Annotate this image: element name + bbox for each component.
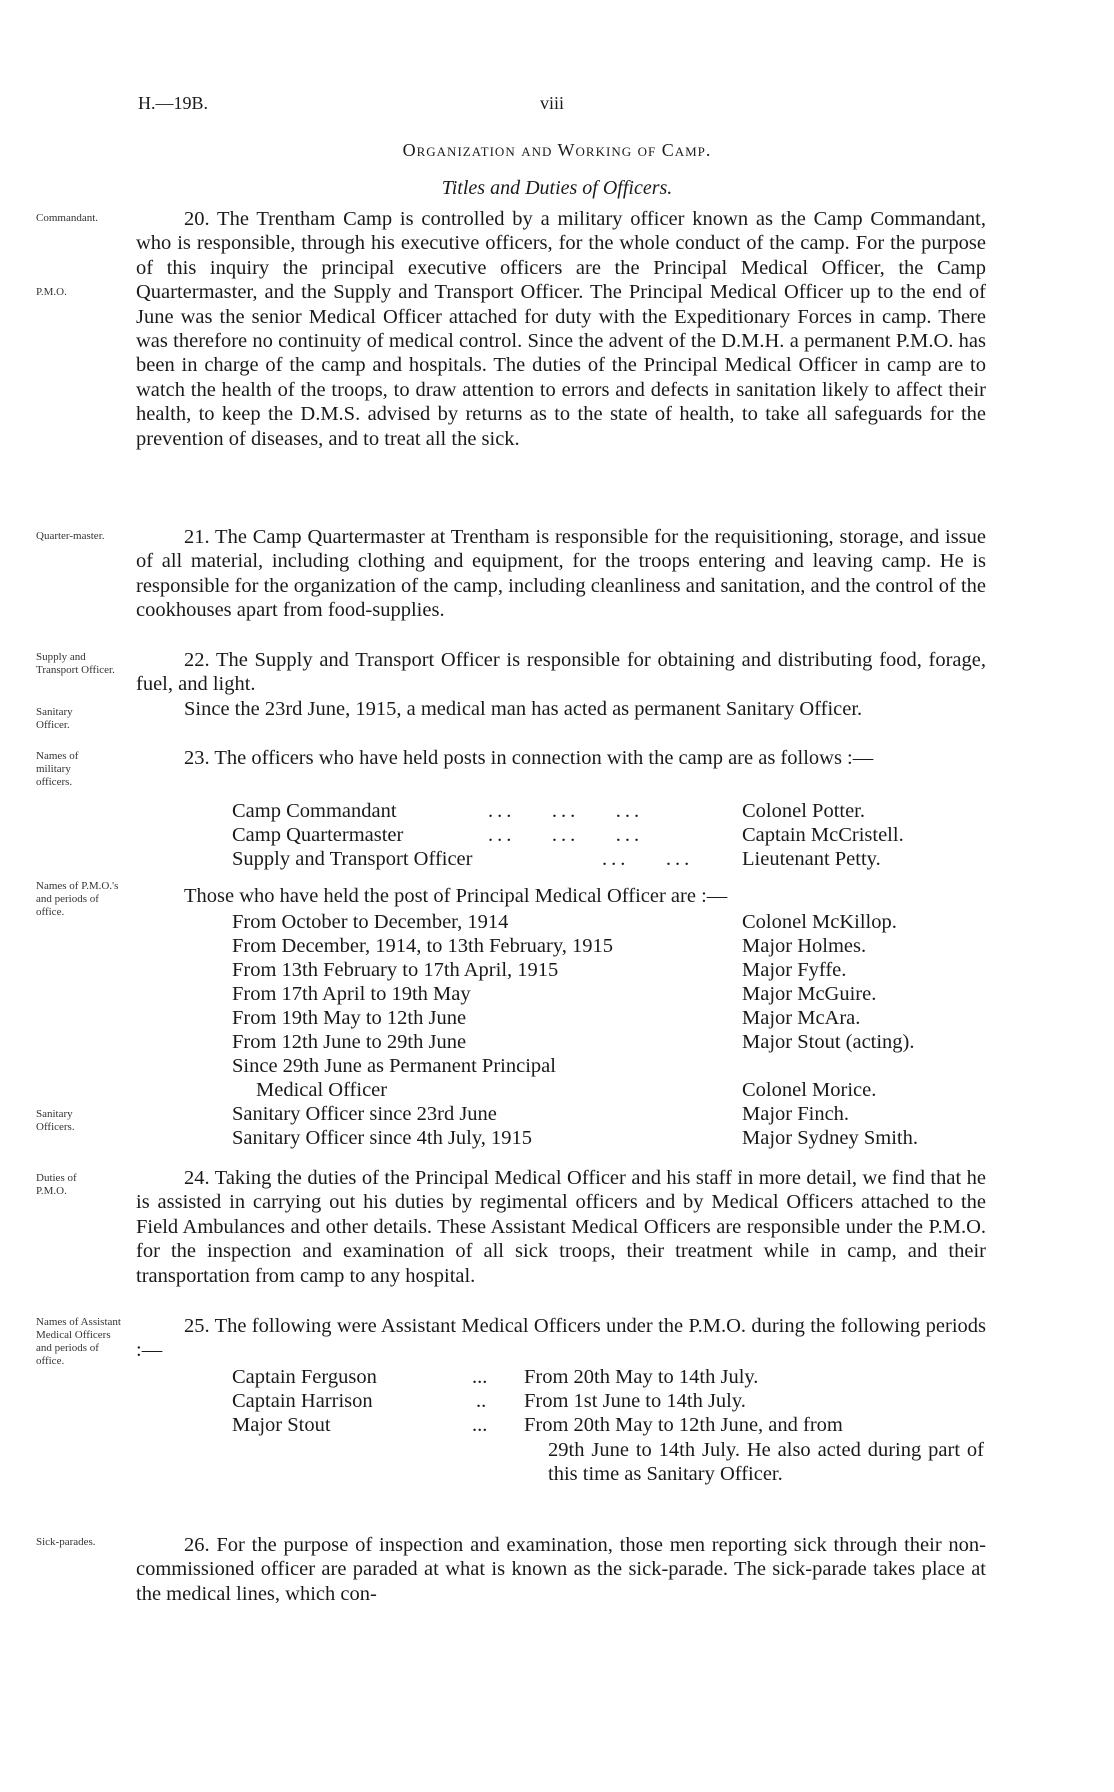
- list-item-period: Since 29th June as Permanent Principal: [232, 1055, 556, 1077]
- list-item-period: From 13th February to 17th April, 1915: [232, 959, 559, 981]
- list-item-name: Captain Ferguson: [232, 1366, 377, 1388]
- margin-note: Quarter-master.: [36, 530, 105, 542]
- margin-note: Supply and Transport Officer.: [36, 651, 115, 676]
- margin-note: Sick-parades.: [36, 1536, 96, 1548]
- paragraph-23: 23. The officers who have held posts in connection with the camp are as follows :—: [184, 747, 874, 769]
- list-item-post: Camp Quartermaster: [232, 824, 404, 846]
- list-item-period: From 19th May to 12th June: [232, 1007, 467, 1029]
- list-item-period: From 1st June to 14th July.: [524, 1390, 746, 1412]
- list-item-period: Sanitary Officer since 4th July, 1915: [232, 1127, 533, 1149]
- margin-note: Sanitary Officer.: [36, 706, 73, 731]
- list-item-name: Colonel Potter.: [742, 800, 865, 822]
- leader-dots: ..: [476, 1390, 487, 1412]
- page-number: viii: [540, 93, 565, 113]
- margin-note: Names of Assistant Medical Officers and periods of office.: [36, 1316, 121, 1367]
- margin-note: P.M.O.: [36, 286, 67, 298]
- pmo-intro: Those who have held the post of Principal Medical Officer are :—: [184, 885, 728, 907]
- paragraph-24: 24. Taking the duties of the Principal Medical Officer and his staff in more detail, we find that he is assisted in carrying out his duties by regimental officers and by Medical Officers attached to the Field Ambulances and other details. These Assistant Medical Officers are responsible under the P.M.O. for the inspection and examination of all sick troops, their treatment while in camp, and their transportation from camp to any hospital.: [136, 1167, 986, 1287]
- list-item-period: Sanitary Officer since 23rd June: [232, 1103, 497, 1125]
- leader-dots: ... ... ...: [488, 824, 644, 846]
- list-item-name: Captain Harrison: [232, 1390, 373, 1412]
- leader-dots: ... ...: [602, 848, 694, 870]
- list-item-period: From October to December, 1914: [232, 911, 509, 933]
- list-item-name: Major Fyffe.: [742, 959, 847, 981]
- list-item-period: From December, 1914, to 13th February, 1915: [232, 935, 614, 957]
- list-item-period: Medical Officer: [256, 1079, 388, 1101]
- list-item-post: Camp Commandant: [232, 800, 397, 822]
- list-item-name: Major McAra.: [742, 1007, 861, 1029]
- list-item-period-continued: 29th June to 14th July. He also acted during part of this time as Sanitary Officer.: [548, 1439, 984, 1485]
- paragraph-26: 26. For the purpose of inspection and examination, those men reporting sick through their non-commissioned officer are paraded at what is known as the sick-parade. The sick-parade takes place at the medical lines, which con-: [136, 1534, 986, 1605]
- list-item-period: From 20th May to 12th June, and from: [524, 1414, 843, 1436]
- paragraph-20: 20. The Trentham Camp is controlled by a military officer known as the Camp Commandant, who is responsible, through his executive officers, for the whole conduct of the camp. For the purpose of this inquiry the principal executive officers are the Principal Medical Officer, the Camp Quartermaster, and the Supply and Transport Officer. The Principal Medical Officer up to the end of June was the senior Medical Officer attached for duty with the Expeditionary Forces in camp. There was therefore no continuity of medical control. Since the advent of the D.M.H. a permanent P.M.O. has been in charge of the camp and hospitals. The duties of the Principal Medical Officer in camp are to watch the health of the troops, to draw attention to errors and defects in sanitation likely to affect their health, to keep the D.M.S. advised by returns as to the state of health, to take all safeguards for the prevention of diseases, and to treat all the sick.: [136, 208, 986, 450]
- list-item-period: From 20th May to 14th July.: [524, 1366, 759, 1388]
- margin-note: Duties of P.M.O.: [36, 1172, 77, 1197]
- list-item-name: Major Stout: [232, 1414, 331, 1436]
- paragraph-25: 25. The following were Assistant Medical Officers under the P.M.O. during the following periods :—: [136, 1315, 986, 1362]
- margin-note: Names of P.M.O.'s and periods of office.: [36, 880, 119, 918]
- paragraph-21: 21. The Camp Quartermaster at Trentham is responsible for the requisitioning, storage, and issue of all material, including clothing and equipment, for the troops entering and leaving camp. He is responsible for the organization of the camp, including cleanliness and sanitation, and the control of the cookhouses apart from food-supplies.: [136, 526, 986, 622]
- list-item-name: Colonel Morice.: [742, 1079, 877, 1101]
- list-item-name: Major McGuire.: [742, 983, 877, 1005]
- list-item-name: Major Stout (acting).: [742, 1031, 915, 1053]
- margin-note: Sanitary Officers.: [36, 1108, 75, 1133]
- leader-dots: ...: [472, 1414, 488, 1436]
- list-item-name: Major Finch.: [742, 1103, 850, 1125]
- margin-note: Names of military officers.: [36, 750, 79, 788]
- list-item-period: From 12th June to 29th June: [232, 1031, 467, 1053]
- list-item-name: Major Sydney Smith.: [742, 1127, 918, 1149]
- list-item-name: Colonel McKillop.: [742, 911, 897, 933]
- paragraph-22: 22. The Supply and Transport Officer is responsible for obtaining and distributing food, forage, fuel, and light. Since the 23rd June, 1915, a medical man has acted as permanent Sanitary Officer.: [136, 649, 986, 720]
- leader-dots: ... ... ...: [488, 800, 644, 822]
- list-item-name: Lieutenant Petty.: [742, 848, 881, 870]
- list-item-name: Major Holmes.: [742, 935, 867, 957]
- list-item-post: Supply and Transport Officer: [232, 848, 473, 870]
- leader-dots: ...: [472, 1366, 488, 1388]
- margin-note: Commandant.: [36, 212, 99, 224]
- sub-heading: Titles and Duties of Officers.: [441, 177, 673, 199]
- section-heading: Organization and Working of Camp.: [402, 140, 712, 160]
- list-item-name: Captain McCristell.: [742, 824, 904, 846]
- page-reference: H.—19B.: [138, 93, 209, 113]
- list-item-period: From 17th April to 19th May: [232, 983, 471, 1005]
